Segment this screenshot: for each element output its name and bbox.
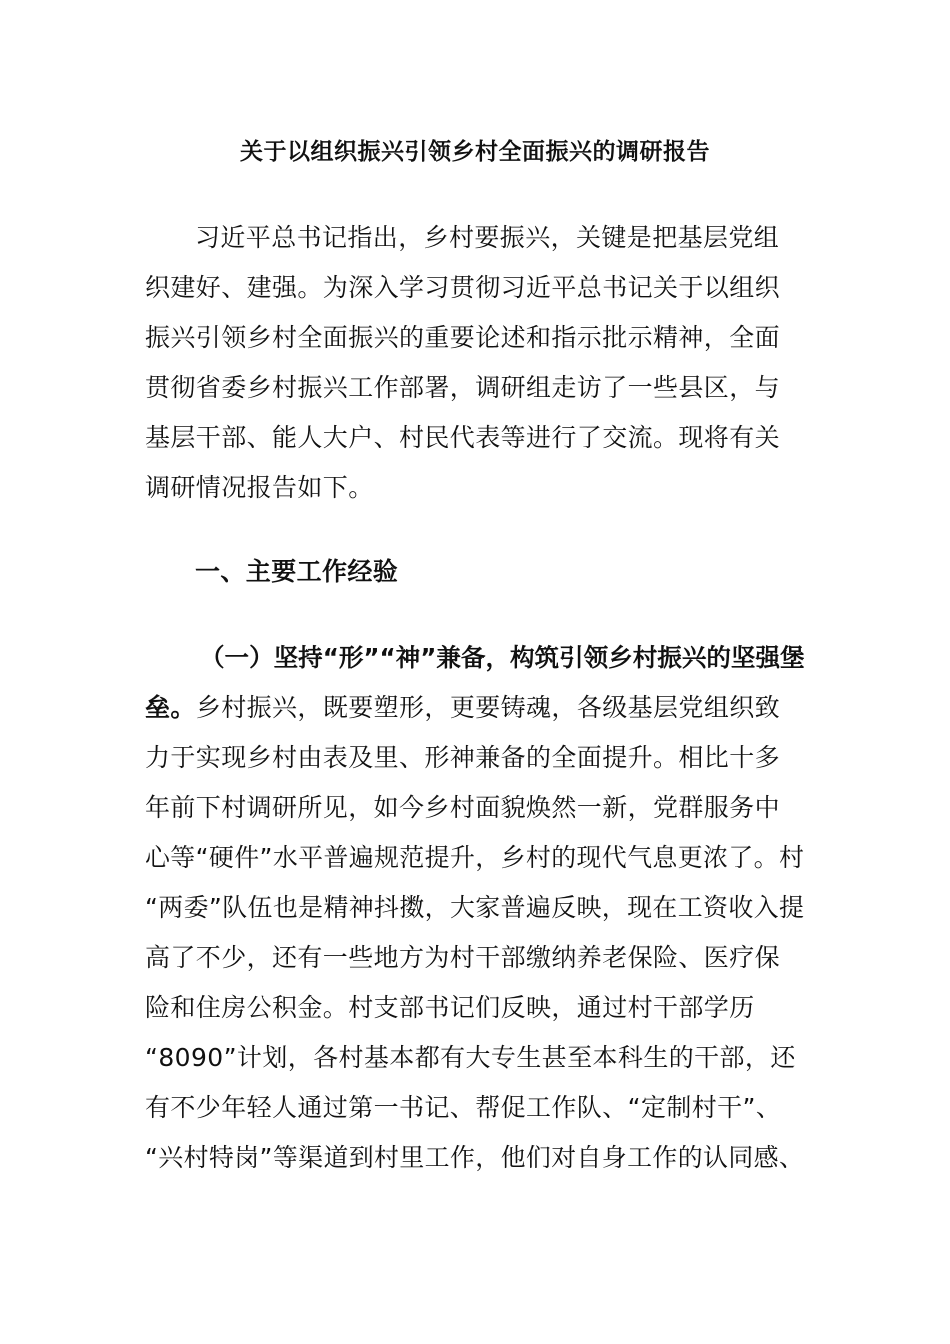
subsection-line (145, 688, 780, 728)
body-line: 高了不少，还有一些地方为村干部缴纳养老保险、医疗保 (145, 943, 781, 972)
body-line: 险和住房公积金。村支部书记们反映，通过村干部学历 (145, 993, 755, 1022)
intro-line: 基层干部、能人大户、村民代表等进行了交流。现将有关 (145, 423, 781, 452)
intro-line: 振兴引领乡村全面振兴的重要论述和指示批示精神，全面 (145, 323, 781, 352)
intro-line: 织建好、建强。为深入学习贯彻习近平总书记关于以组织 (145, 273, 781, 302)
intro-line: 调研情况报告如下。 (145, 473, 374, 502)
subsection-heading-end: 垒。 (145, 693, 196, 722)
intro-line: 习近平总书记指出，乡村要振兴，关键是把基层党组 (195, 223, 780, 252)
body-line: 年前下村调研所见，如今乡村面貌焕然一新，党群服务中 (145, 793, 781, 822)
body-line: 力于实现乡村由表及里、形神兼备的全面提升。相比十多 (145, 743, 781, 772)
body-line: 心等“硬件”水平普遍规范提升，乡村的现代气息更浓了。村 (145, 843, 805, 872)
intro-line: 贯彻省委乡村振兴工作部署，调研组走访了一些县区，与 (145, 373, 781, 402)
section-heading: 一、主要工作经验 (195, 557, 399, 586)
body-line: “8090”计划，各村基本都有大专生甚至本科生的干部，还 (145, 1043, 796, 1072)
body-line: 有不少年轻人通过第一书记、帮促工作队、“定制村干”、 (145, 1093, 782, 1122)
document-title: 关于以组织振兴引领乡村全面振兴的调研报告 (240, 139, 710, 165)
subsection-line-text: 乡村振兴，既要塑形，更要铸魂，各级基层党组织致 (195, 693, 781, 722)
body-line: “两委”队伍也是精神抖擞，大家普遍反映，现在工资收入提 (145, 893, 805, 922)
subsection-heading: （一）坚持“形”“神”兼备，构筑引领乡村振兴的坚强堡 (200, 643, 805, 672)
body-line: “兴村特岗”等渠道到村里工作，他们对自身工作的认同感、 (145, 1143, 805, 1172)
